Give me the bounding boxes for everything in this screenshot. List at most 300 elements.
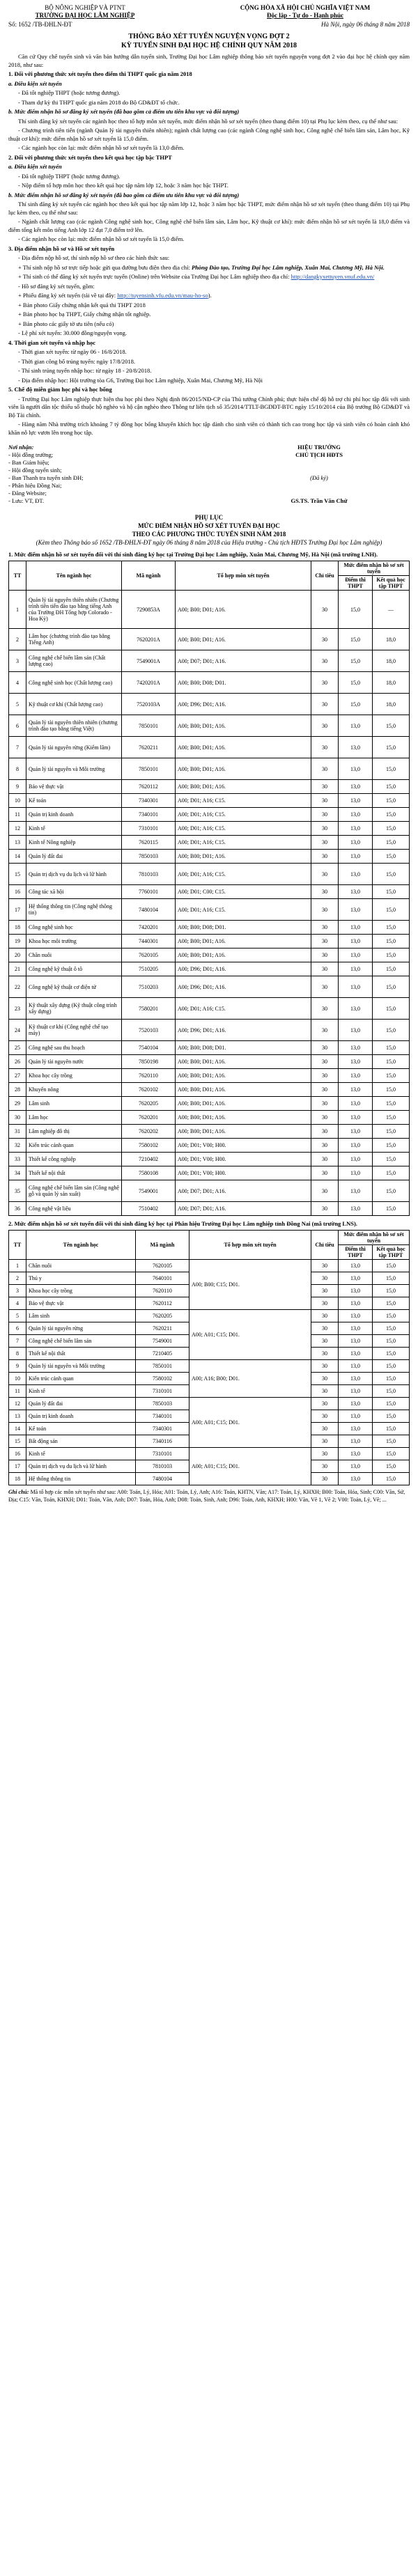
cell-tt: 17: [9, 1460, 26, 1473]
cell-code: 7480104: [136, 1473, 189, 1485]
cell-code: 7850103: [136, 1398, 189, 1410]
cell-quota: 30: [311, 962, 339, 976]
cell-code: 7620110: [136, 1285, 189, 1297]
cell-name: Kinh tế: [26, 1448, 136, 1460]
cell-tt: 23: [9, 998, 26, 1020]
cell-quota: 30: [311, 1020, 339, 1041]
cell-code: 7620205: [122, 1097, 176, 1111]
cell-tt: 7: [9, 737, 26, 758]
table-header-row: [9, 561, 410, 576]
col-header-tt: TT: [9, 1231, 26, 1260]
cell-combo: A00; B00; D01; A16.: [176, 629, 311, 650]
cell-code: 7310101: [136, 1385, 189, 1398]
section-3-heading: 3. Địa điểm nhận hồ sơ và Hồ sơ xét tuyển: [8, 244, 115, 252]
cell-combo: A00; D96; D01; A16.: [176, 962, 311, 976]
cell-combo: A00; D01; A16; C15.: [176, 808, 311, 822]
cell-code: 7850103: [122, 850, 176, 864]
cell-name: Quản trị dịch vụ du lịch và lữ hành: [26, 864, 122, 885]
table-row: [9, 650, 410, 672]
cell-combo: A00; B00; D01; A16.: [176, 591, 311, 629]
cell-tt: 16: [9, 1448, 26, 1460]
cell-name: Công nghệ sau thu hoạch: [26, 1041, 122, 1055]
cell-hocba: 15,0: [373, 962, 410, 976]
cell-code: 7580102: [136, 1373, 189, 1385]
table-row: [9, 758, 410, 780]
cell-thpt: 13,0: [339, 1335, 373, 1348]
cell-tt: 3: [9, 650, 26, 672]
recipients-label: Nơi nhận:: [8, 444, 34, 451]
paragraph: - Các ngành học còn lại: mức điểm nhận hồ sơ xét tuyển là 15,0 điểm.: [18, 235, 185, 242]
cell-thpt: 13,0: [339, 1139, 373, 1153]
cell-quota: 30: [311, 694, 339, 715]
cell-hocba: 15,0: [373, 949, 410, 962]
cell-hocba: 15,0: [373, 1111, 410, 1125]
cell-tt: 19: [9, 935, 26, 949]
col-header-code: Mã ngành: [122, 561, 176, 591]
cell-combo: A00; D01; C00; C15.: [176, 885, 311, 899]
cell-hocba: 15,0: [373, 1410, 410, 1423]
cell-hocba: 15,0: [373, 1423, 410, 1435]
cell-quota: 30: [311, 780, 339, 794]
cell-hocba: 15,0: [373, 715, 410, 737]
table-row: [9, 899, 410, 921]
cell-tt: 9: [9, 780, 26, 794]
cell-combo: A00; A16; B00; D01.: [189, 1360, 311, 1398]
cell-combo: A00; A01; C15; D01.: [189, 1310, 311, 1360]
cell-thpt: 13,0: [339, 1460, 373, 1473]
cell-code: 7620105: [122, 949, 176, 962]
cell-name: Kế toán: [26, 1423, 136, 1435]
cell-thpt: 13,0: [339, 921, 373, 935]
cell-tt: 13: [9, 1410, 26, 1423]
cell-combo: A00; B00; D01; A16.: [176, 1055, 311, 1069]
table-row: [9, 1448, 410, 1460]
cell-thpt: 13,0: [339, 998, 373, 1020]
cell-combo: A00; D07; D01; A16.: [176, 650, 311, 672]
cell-thpt: 13,0: [339, 864, 373, 885]
cell-code: 7620201A: [122, 629, 176, 650]
cell-name: Công nghệ kỹ thuật cơ điện tử: [26, 976, 122, 998]
cell-hocba: 15,0: [373, 1097, 410, 1111]
cell-name: Công tác xã hội: [26, 885, 122, 899]
cell-code: 7580102: [122, 1139, 176, 1153]
table-row: [9, 1069, 410, 1083]
cell-hocba: 15,0: [373, 1202, 410, 1216]
online-registration-link[interactable]: http://dangkyxettuyen.vnuf.edu.vn/: [291, 273, 375, 280]
cell-name: Công nghệ kỹ thuật ô tô: [26, 962, 122, 976]
signature-area: [0, 441, 418, 508]
cell-thpt: 15,0: [339, 694, 373, 715]
appendix-title-1: MỨC ĐIỂM NHẬN HỒ SƠ XÉT TUYỂN ĐẠI HỌC: [138, 522, 280, 529]
cell-combo: A00; B00; D08; D01.: [176, 1041, 311, 1055]
cell-name: Công nghệ sinh học: [26, 921, 122, 935]
cell-name: Công nghệ chế biến lâm sản (Công nghệ gỗ và quản lý sản xuất): [26, 1180, 122, 1202]
cell-thpt: 13,0: [339, 808, 373, 822]
cell-quota: 30: [311, 1448, 339, 1460]
cell-tt: 14: [9, 1423, 26, 1435]
cell-combo: A00; D01; A16; C15.: [176, 836, 311, 850]
cell-thpt: 13,0: [339, 1202, 373, 1216]
cell-combo: A00; A01; C15; D01.: [189, 1398, 311, 1448]
table-row: [9, 850, 410, 864]
table-row: [9, 998, 410, 1020]
cell-thpt: 13,0: [339, 1435, 373, 1448]
cell-thpt: 13,0: [339, 1097, 373, 1111]
cell-combo: A00; D07; D01; A16.: [176, 1202, 311, 1216]
table-row: [9, 629, 410, 650]
notes-block: [0, 1485, 418, 1506]
cell-hocba: 18,0: [373, 694, 410, 715]
cell-thpt: 13,0: [339, 1373, 373, 1385]
signer-title-2: CHỦ TỊCH HĐTS: [295, 451, 343, 458]
paragraph: - Hồ sơ đăng ký xét tuyển, gồm:: [18, 282, 95, 290]
table-1-caption: 1. Mức điểm nhận hồ sơ xét tuyển đối với thí sinh đăng ký học tại Trường Đại học Lâm nghiệp, Xuân Mai, Chương Mỹ, Hà Nội (mã trường LNH).: [8, 551, 378, 558]
table-row: [9, 1166, 410, 1180]
cell-quota: 30: [311, 1041, 339, 1055]
document-header: [0, 0, 418, 19]
cell-code: 7340101: [122, 808, 176, 822]
recipient-item: - Hội đồng tuyển sinh;: [8, 467, 62, 474]
notes-text: Mã tổ hợp các môn xét tuyển như sau: A00: Toán, Lý, Hóa; A01: Toán, Lý, Anh; A16: Toán, KHTN, Văn; A17: Toán, Lý, KHXH; B00: Toán, Hóa, Sinh; C00: Văn, Sử, Địa; C15: Văn, Toán, KHXH; D01: Toán, Văn, Anh; D07: Toán, Hóa, Anh; D08: Toán, Sinh, Anh; D96: Toán, Anh, KHXH; H00: Văn, Vẽ 1, Vẽ 2; V00: Toán, Lý, Vẽ; ...: [8, 1489, 405, 1503]
cell-code: 7850101: [122, 715, 176, 737]
cell-tt: 18: [9, 921, 26, 935]
cell-tt: 11: [9, 1385, 26, 1398]
cell-quota: 30: [311, 1153, 339, 1166]
cell-quota: 30: [311, 976, 339, 998]
cell-quota: 30: [311, 899, 339, 921]
cell-combo: A00; B00; D01; A16.: [176, 949, 311, 962]
cell-tt: 2: [9, 629, 26, 650]
cell-tt: 15: [9, 1435, 26, 1448]
cell-thpt: 13,0: [339, 976, 373, 998]
cell-combo: A00; B00; D01; A16.: [176, 758, 311, 780]
paragraph: - Trường Đại học Lâm nghiệp thực hiện thu học phí theo Nghị định 86/2015/NĐ-CP của Thủ tướng Chính phủ; thực hiện chế độ hỗ trợ chi phí học tập đối với sinh viên là người dân tộc thiểu số thuộc hộ nghèo và hộ cận nghèo theo Thông tư liên tịch số 35/2014/TTLT-BGDĐT-BTC ngày 15/10/2014 của Bộ trưởng Bộ GD&ĐT và Bộ Tài chính.: [8, 395, 410, 419]
cell-hocba: 18,0: [373, 672, 410, 694]
cell-combo: A00; B00; D08; D01.: [176, 672, 311, 694]
appendix-heading: [0, 513, 418, 547]
cell-name: Quản lý tài nguyên và Môi trường: [26, 1360, 136, 1373]
cell-hocba: 15,0: [373, 1069, 410, 1083]
col-header-thpt: Điểm thi THPT: [339, 1245, 373, 1260]
cell-hocba: 15,0: [373, 1435, 410, 1448]
recipient-item: - Ban Thanh tra tuyển sinh ĐH;: [8, 474, 84, 481]
cell-hocba: 15,0: [373, 737, 410, 758]
table-row: [9, 1180, 410, 1202]
cell-tt: 4: [9, 672, 26, 694]
table-row: [9, 808, 410, 822]
cell-code: 7850101: [136, 1360, 189, 1373]
cell-tt: 6: [9, 1322, 26, 1335]
cell-tt: 8: [9, 1348, 26, 1360]
signer-block: [229, 444, 410, 505]
cell-name: Quản lý tài nguyên nước: [26, 1055, 122, 1069]
cell-tt: 21: [9, 962, 26, 976]
cell-hocba: 15,0: [373, 1125, 410, 1139]
cell-name: Kỹ thuật xây dựng (Kỹ thuật công trình xây dựng): [26, 998, 122, 1020]
cell-hocba: 15,0: [373, 885, 410, 899]
table-row: [9, 1041, 410, 1055]
cell-name: Thiết kế công nghiệp: [26, 1153, 122, 1166]
paragraph: - Thời gian xét tuyển: từ ngày 06 - 16/8/2018.: [18, 348, 127, 355]
cell-code: 7520103A: [122, 694, 176, 715]
appendix-label: PHỤ LỤC: [194, 514, 224, 521]
cell-tt: 22: [9, 976, 26, 998]
cell-combo: A00; B00; D01; A16.: [176, 1125, 311, 1139]
cell-thpt: 15,0: [339, 650, 373, 672]
cell-hocba: 15,0: [373, 1020, 410, 1041]
cell-code: 7340116: [136, 1435, 189, 1448]
cell-name: Kiến trúc cảnh quan: [26, 1373, 136, 1385]
cell-tt: 18: [9, 1473, 26, 1485]
cell-quota: 30: [311, 1097, 339, 1111]
cell-thpt: 13,0: [339, 1360, 373, 1373]
cell-code: 7540104: [122, 1041, 176, 1055]
table-row: [9, 694, 410, 715]
cell-name: Khoa học cây trồng: [26, 1069, 122, 1083]
cell-quota: 30: [311, 1322, 339, 1335]
recipient-item: - Phân hiệu Đồng Nai;: [8, 482, 62, 489]
cell-tt: 35: [9, 1180, 26, 1202]
cell-quota: 30: [311, 1310, 339, 1322]
cell-tt: 5: [9, 694, 26, 715]
paragraph: - Địa điểm nộp hồ sơ, thí sinh nộp hồ sơ theo các hình thức sau:: [18, 254, 170, 261]
cell-combo: A00; B00; D01; A16.: [176, 935, 311, 949]
paragraph: Thí sinh đăng ký xét tuyển các ngành học theo tổ hợp môn xét tuyển, mức điểm nhận hồ sơ xét tuyển (theo thang điểm 10) tại Phụ lục kèm theo, cụ thể như sau:: [18, 117, 398, 125]
national-heading: [201, 4, 410, 19]
cell-tt: 31: [9, 1125, 26, 1139]
cell-thpt: 13,0: [339, 1111, 373, 1125]
cell-hocba: 15,0: [373, 1260, 410, 1272]
cell-quota: 30: [311, 1385, 339, 1398]
col-header-combo: Tổ hợp môn xét tuyển: [176, 561, 311, 591]
cell-name: Lâm sinh: [26, 1310, 136, 1322]
cell-thpt: 13,0: [339, 1448, 373, 1460]
cell-name: Kinh tế Nông nghiệp: [26, 836, 122, 850]
cell-combo: A00; B00; D08; D01.: [176, 921, 311, 935]
cell-thpt: 13,0: [339, 794, 373, 808]
cell-code: 7340101: [136, 1410, 189, 1423]
cell-code: 7810103: [136, 1460, 189, 1473]
table-row: [9, 1260, 410, 1272]
col-header-quota: Chỉ tiêu: [311, 561, 339, 591]
paragraph: - Chương trình tiên tiến (ngành Quản lý tài nguyên thiên nhiên); ngành chất lượng cao (các ngành Công nghệ sinh học, Công nghệ chế biến lâm sản, Lâm học, Kỹ thuật cơ khí): mức điểm nhận hồ sơ xét tuyển là 15,0 điểm.: [8, 127, 410, 142]
paragraph-text: + Phiếu đăng ký xét tuyển (tải về tại đây:: [18, 292, 118, 299]
paragraph-text: + Thí sinh nộp hồ sơ trực tiếp hoặc gửi qua đường bưu điện theo địa chỉ:: [18, 263, 192, 271]
table-row: [9, 1055, 410, 1069]
cell-quota: 30: [311, 1460, 339, 1473]
paragraph: - Địa điểm nhập học: Hội trường tòa G6, Trường Đại học Lâm nghiệp, Xuân Mai, Chương Mỹ, Hà Nội: [18, 376, 263, 384]
cell-name: Kiến trúc cảnh quan: [26, 1139, 122, 1153]
cell-tt: 27: [9, 1069, 26, 1083]
table-row: [9, 1020, 410, 1041]
cell-quota: 30: [311, 1285, 339, 1297]
cell-quota: 30: [311, 629, 339, 650]
cell-combo: A00; D01; V00; H00.: [176, 1166, 311, 1180]
cell-hocba: 15,0: [373, 1041, 410, 1055]
cell-name: Công nghệ vật liệu: [26, 1202, 122, 1216]
table-row: [9, 822, 410, 836]
cell-quota: 30: [311, 1297, 339, 1310]
cell-thpt: 13,0: [339, 737, 373, 758]
cell-code: 7580108: [122, 1166, 176, 1180]
cell-hocba: 15,0: [373, 1460, 410, 1473]
cell-name: Kinh tế: [26, 1385, 136, 1398]
cell-code: 7620205: [136, 1310, 189, 1322]
cell-name: Quản lý tài nguyên thiên nhiên (chương trình đào tạo bằng tiếng Việt): [26, 715, 122, 737]
cell-name: Công nghệ chế biến lâm sản: [26, 1335, 136, 1348]
cell-name: Khuyến nông: [26, 1083, 122, 1097]
doc-number: Số: 1652 /TB-ĐHLN-ĐT: [8, 21, 72, 28]
cell-thpt: 13,0: [339, 1322, 373, 1335]
cell-name: Kỹ thuật cơ khí (Công nghệ chế tạo máy): [26, 1020, 122, 1041]
cell-name: Hệ thống thông tin: [26, 1473, 136, 1485]
cell-code: 7340301: [122, 794, 176, 808]
cell-code: 7760101: [122, 885, 176, 899]
paragraph: - Đã tốt nghiệp THPT (hoặc tương đương).: [18, 172, 121, 180]
table-row: [9, 1310, 410, 1322]
cell-hocba: 15,0: [373, 1385, 410, 1398]
table-row: [9, 949, 410, 962]
cell-thpt: 13,0: [339, 1310, 373, 1322]
form-download-link[interactable]: http://tuyensinh.vfu.edu.vn/mau-ho-so: [117, 292, 208, 299]
cell-code: 7420201A: [122, 672, 176, 694]
cell-hocba: 15,0: [373, 850, 410, 864]
cell-quota: 30: [311, 864, 339, 885]
cell-tt: 4: [9, 1297, 26, 1310]
cell-combo: A00; D01; A16; C15.: [176, 794, 311, 808]
cell-tt: 33: [9, 1153, 26, 1166]
cell-code: 7620201: [122, 1111, 176, 1125]
cell-code: 7440301: [122, 935, 176, 949]
cell-hocba: 15,0: [373, 1297, 410, 1310]
table-row: [9, 836, 410, 850]
cell-thpt: 13,0: [339, 850, 373, 864]
cell-combo: A00; B00; D01; A16.: [176, 850, 311, 864]
cell-quota: 30: [311, 794, 339, 808]
table-row: [9, 672, 410, 694]
table-row: [9, 962, 410, 976]
cell-tt: 3: [9, 1285, 26, 1297]
cell-code: 7510203: [122, 976, 176, 998]
paragraph: + Bản photo Giấy chứng nhận kết quả thi THPT 2018: [18, 301, 146, 309]
cell-code: 7510402: [122, 1202, 176, 1216]
recipient-item: - Đăng Website;: [8, 490, 47, 497]
cell-tt: 17: [9, 899, 26, 921]
cell-hocba: 15,0: [373, 1153, 410, 1166]
cell-name: Lâm sinh: [26, 1097, 122, 1111]
cell-hocba: 15,0: [373, 1322, 410, 1335]
cell-tt: 34: [9, 1166, 26, 1180]
cell-hocba: 15,0: [373, 1055, 410, 1069]
cell-quota: 30: [311, 1202, 339, 1216]
cell-name: Quản trị kinh doanh: [26, 808, 122, 822]
cell-code: 7620112: [136, 1297, 189, 1310]
cell-name: Khoa học môi trường: [26, 935, 122, 949]
cell-code: 7620115: [122, 836, 176, 850]
cell-hocba: 15,0: [373, 836, 410, 850]
section-4-heading: 4. Thời gian xét tuyển và nhập học: [8, 338, 95, 346]
notes-label: Ghi chú:: [8, 1489, 29, 1495]
cell-tt: 13: [9, 836, 26, 850]
place-date: Hà Nội, ngày 06 tháng 8 năm 2018: [321, 21, 410, 28]
cell-thpt: 13,0: [339, 949, 373, 962]
paragraph: - Các ngành học còn lại: mức điểm nhận hồ sơ xét tuyển là 13,0 điểm.: [18, 144, 185, 151]
cell-hocba: 15,0: [373, 976, 410, 998]
cell-code: 7620110: [122, 1069, 176, 1083]
col-header-quota: Chỉ tiêu: [311, 1231, 339, 1260]
cell-code: 7850101: [122, 758, 176, 780]
cell-combo: A00; D96; D01; A16.: [176, 976, 311, 998]
cell-hocba: 15,0: [373, 1180, 410, 1202]
cell-tt: 28: [9, 1083, 26, 1097]
cell-quota: 30: [311, 715, 339, 737]
col-header-hocba: Kết quả học tập THPT: [373, 1245, 410, 1260]
table-row: [9, 921, 410, 935]
cell-quota: 30: [311, 650, 339, 672]
cell-combo: A00; D01; A16; C15.: [176, 998, 311, 1020]
cell-name: Bất động sản: [26, 1435, 136, 1448]
recipient-item: - Ban Giám hiệu;: [8, 459, 49, 466]
cell-code: 7310101: [136, 1448, 189, 1460]
cell-quota: 30: [311, 1435, 339, 1448]
cell-code: 7850198: [122, 1055, 176, 1069]
cell-quota: 30: [311, 1473, 339, 1485]
cell-quota: 30: [311, 1373, 339, 1385]
cell-thpt: 13,0: [339, 1272, 373, 1285]
cell-name: Quản lý tài nguyên rừng: [26, 1322, 136, 1335]
cell-thpt: 13,0: [339, 1125, 373, 1139]
cell-code: 7210402: [122, 1153, 176, 1166]
cell-tt: 14: [9, 850, 26, 864]
cell-quota: 30: [311, 1180, 339, 1202]
recipients-block: [8, 444, 162, 505]
cell-quota: 30: [311, 1125, 339, 1139]
col-header-code: Mã ngành: [136, 1231, 189, 1260]
cell-quota: 30: [311, 998, 339, 1020]
cell-hocba: 15,0: [373, 899, 410, 921]
cell-thpt: 13,0: [339, 1285, 373, 1297]
cell-code: 7549001: [136, 1335, 189, 1348]
table-row: [9, 885, 410, 899]
cell-name: Lâm học (chương trình đào tạo bằng Tiếng Anh): [26, 629, 122, 650]
cell-tt: 16: [9, 885, 26, 899]
cell-hocba: 15,0: [373, 808, 410, 822]
cell-thpt: 13,0: [339, 962, 373, 976]
cell-hocba: 15,0: [373, 1348, 410, 1360]
signer-title-1: HIỆU TRƯỞNG: [297, 444, 341, 451]
cell-quota: 30: [311, 1348, 339, 1360]
cell-code: 7620211: [136, 1322, 189, 1335]
cell-thpt: 13,0: [339, 899, 373, 921]
cell-quota: 30: [311, 1360, 339, 1373]
cell-name: Quản lý tài nguyên và Môi trường: [26, 758, 122, 780]
cell-hocba: 15,0: [373, 921, 410, 935]
cell-tt: 32: [9, 1139, 26, 1153]
table-row: [9, 1153, 410, 1166]
cell-tt: 2: [9, 1272, 26, 1285]
cell-hocba: 15,0: [373, 1083, 410, 1097]
cell-quota: 30: [311, 1055, 339, 1069]
paragraph: - Tham dự kỳ thi THPT quốc gia năm 2018 do Bộ GD&ĐT tổ chức.: [18, 98, 180, 106]
cell-name: Quản lý đất đai: [26, 1398, 136, 1410]
cell-quota: 30: [311, 1398, 339, 1410]
cell-name: Khoa học cây trồng: [26, 1285, 136, 1297]
cell-quota: 30: [311, 591, 339, 629]
cell-thpt: 13,0: [339, 1297, 373, 1310]
cell-name: Kỹ thuật cơ khí (Chất lượng cao): [26, 694, 122, 715]
cell-combo: A00; D01; A16; C15.: [176, 822, 311, 836]
cell-hocba: 15,0: [373, 1473, 410, 1485]
